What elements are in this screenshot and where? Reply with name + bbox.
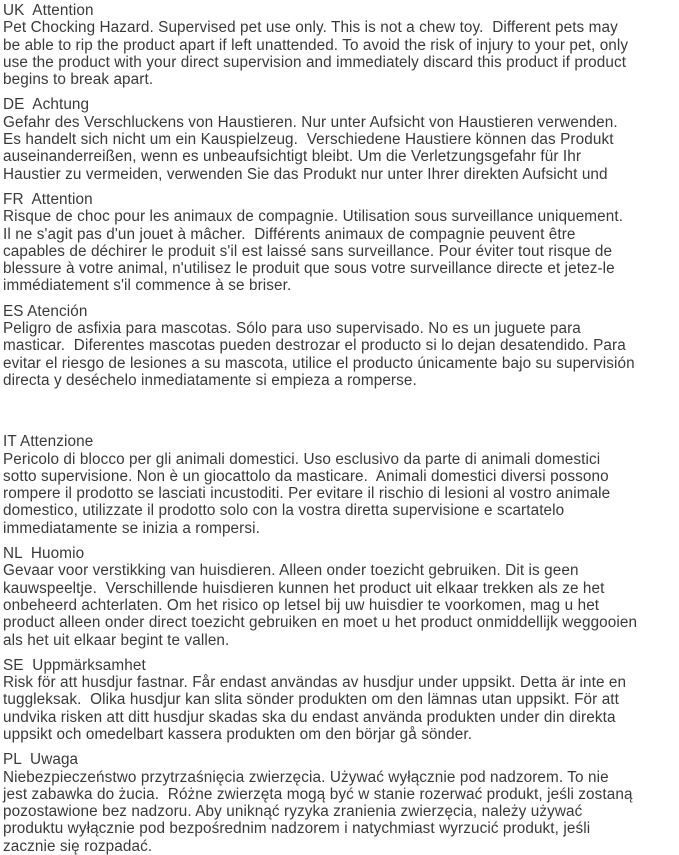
warning-line: pozostawione bez nadzoru. Aby uniknąć ryzyka zranienia zwierzęcia, należy używać <box>3 803 583 821</box>
warning-line: Haustier zu vermeiden, verwenden Sie das Produkt nur unter Ihrer direkten Aufsicht und <box>3 165 608 183</box>
warning-line: product alleen onder direct toezicht gebruiken en moet u het product onmiddellijk weggooien <box>3 614 638 632</box>
warning-line: zacznie się rozpadać. <box>3 837 153 855</box>
warning-line: auseinanderreißen, wenn es unbeaufsichtigt bleibt. Um die Verletzungsgefahr für Ihr <box>3 148 582 166</box>
section-header-uk: UK Attention <box>3 2 94 19</box>
warning-section-nl <box>3 545 679 649</box>
warning-section-fr <box>3 191 679 295</box>
warning-line: Gevaar voor verstikking van huisdieren. Alleen onder toezicht gebruiken. Dit is geen <box>3 562 579 580</box>
warning-line: evitar el riesgo de lesiones a su mascota, utilice el producto únicamente bajo su supervisión <box>3 354 635 372</box>
section-header-fr: FR Attention <box>3 190 93 208</box>
warning-section-it <box>3 433 679 537</box>
section-header-it: IT Attenzione <box>3 433 94 451</box>
warning-line: onbeheerd achterlaten. Om het risico op letsel bij uw huisdier te voorkomen, mag u het <box>3 596 600 614</box>
warning-line: Pericolo di blocco per gli animali domestici. Uso esclusivo da parte di animali domestici <box>3 450 601 468</box>
warning-section-pl <box>3 751 679 855</box>
warning-line: immediatamente se inizia a rompersi. <box>3 519 260 537</box>
warning-line: Il ne s'agit pas d'un jouet à mâcher. Différents animaux de compagnie peuvent être <box>3 225 576 243</box>
warning-line: tuggleksak. Olika husdjur kan slita sönder produkten om den lämnas utan uppsikt. För att <box>3 691 620 709</box>
warning-line: kauwspeeltje. Verschillende huisdieren kunnen het product uit elkaar trekken als ze het <box>3 579 605 597</box>
warning-section-se <box>3 657 679 743</box>
warning-line: als het uit elkaar begint te vallen. <box>3 631 230 649</box>
warning-line: Niebezpieczeństwo przytrzaśnięcia zwierzęcia. Używać wyłącznie pod nadzorem. To nie <box>3 768 609 786</box>
warning-line: Risque de choc pour les animaux de compagnie. Utilisation sous surveillance uniquement. <box>3 208 624 226</box>
warning-line: masticar. Diferentes mascotas pueden destrozar el producto si lo dejan desatendido. Para <box>3 337 626 355</box>
warning-line: Risk för att husdjur fastnar. Får endast användas av husdjur under uppsikt. Detta är inte en <box>3 674 627 692</box>
warning-section-es <box>3 303 679 389</box>
warning-line: Peligro de asfixia para mascotas. Sólo para uso supervisado. No es un juguete para <box>3 320 581 338</box>
warning-line: domestico, utilizzate il prodotto solo con la vostra diretta supervisione e scartatelo <box>3 502 565 520</box>
warning-line: rompere il prodotto se lasciati incustoditi. Per evitare il rischio di lesioni al vostro animale <box>3 485 611 503</box>
warning-section-de <box>3 96 679 182</box>
warning-line: produktu wyłącznie pod bezpośrednim nadzorem i natychmiast wyrzucić produkt, jeśli <box>3 820 591 838</box>
section-header-de: DE Achtung <box>3 96 90 114</box>
warning-line: Gefahr des Verschluckens von Haustieren. Nur unter Aufsicht von Haustieren verwenden. <box>3 113 618 131</box>
warning-line: use the product with your direct supervision and immediately discard this product if product <box>3 53 627 71</box>
warning-line: directa y deséchelo inmediatamente si empieza a romperse. <box>3 371 417 389</box>
warning-line: blessure à votre animal, n'utilisez le produit que sous votre surveillance directe et jetez-le <box>3 260 615 278</box>
warning-line: sotto supervisione. Non è un giocattolo da masticare. Animali domestici diversi possono <box>3 467 609 485</box>
warning-line: uppsikt och omedelbart kassera produkten om den börjar gå sönder. <box>3 725 473 743</box>
warning-line: immédiatement s'il commence à se briser. <box>3 277 292 295</box>
warning-line: Pet Chocking Hazard. Supervised pet use only. This is not a chew toy. Different pets may <box>3 19 618 37</box>
warning-line: begins to break apart. <box>3 71 154 89</box>
warning-sections <box>3 2 679 855</box>
warning-line: undvika risken att ditt husdjur skadas ska du endast använda produkten under din direkta <box>3 708 616 726</box>
warning-section-uk <box>3 2 679 88</box>
section-header-es: ES Atención <box>3 302 88 320</box>
warning-line: Es handelt sich nicht um ein Kauspielzeug. Verschiedene Haustiere können das Produkt <box>3 131 614 149</box>
section-header-se: SE Uppmärksamhet <box>3 656 146 674</box>
section-header-pl: PL Uwaga <box>3 751 79 769</box>
warning-line: jest zabawka do żucia. Różne zwierzęta mogą być w stanie rozerwać produkt, jeśli zostaną <box>3 785 633 803</box>
section-header-nl: NL Huomio <box>3 545 85 563</box>
warning-line: be able to rip the product apart if left unattended. To avoid the risk of injury to your pet, only <box>3 36 629 54</box>
warning-line: capables de déchirer le produit s'il est laissé sans surveillance. Pour éviter tout risque de <box>3 242 613 260</box>
